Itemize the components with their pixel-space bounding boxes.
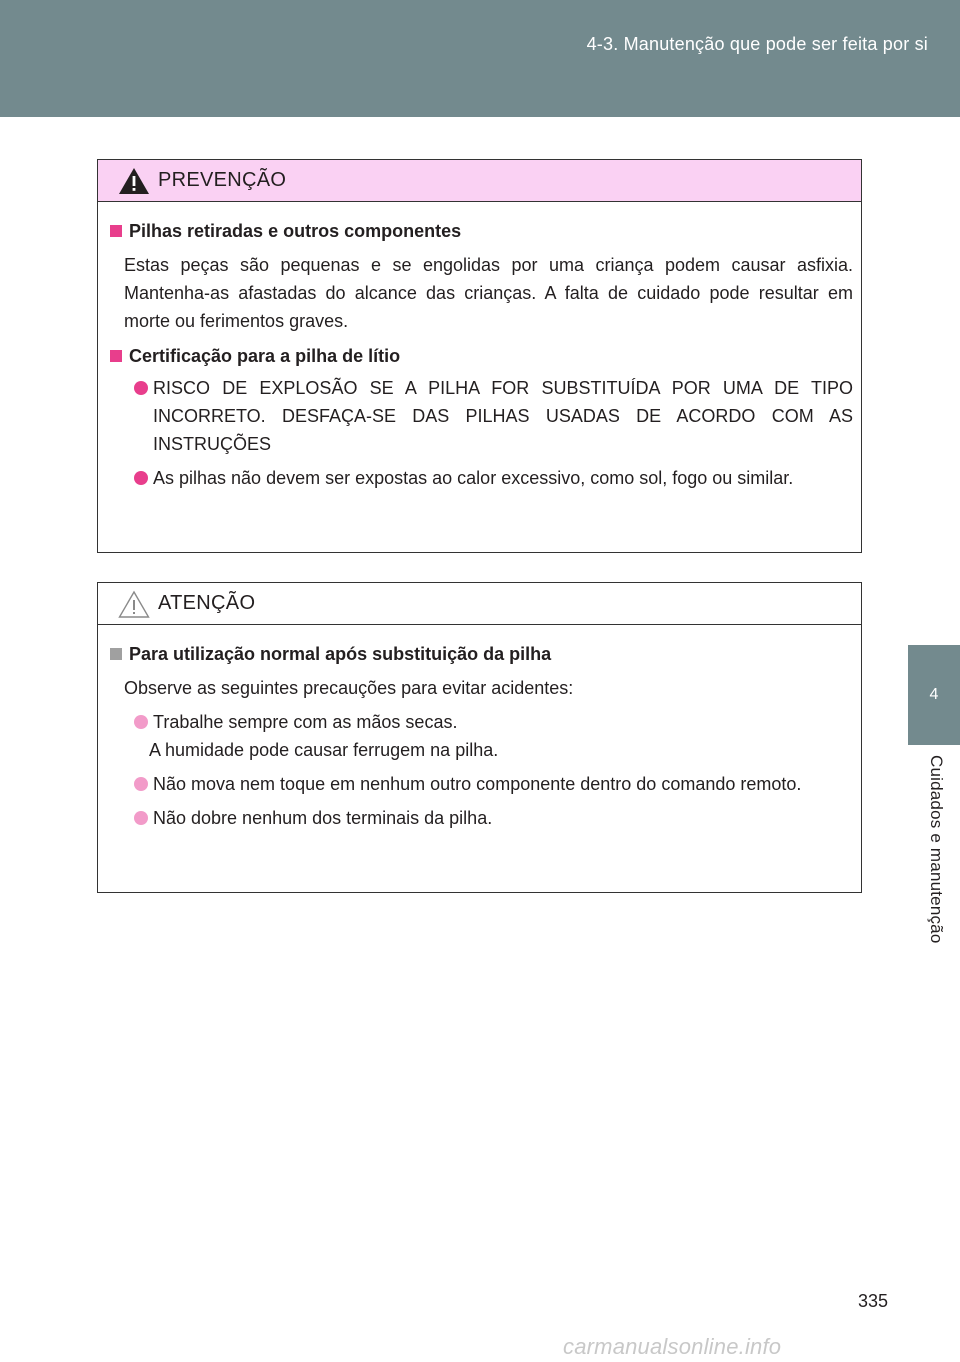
section-heading-text: Certificação para a pilha de lítio — [129, 346, 401, 366]
list-item — [108, 804, 853, 832]
warning-triangle-filled-icon — [118, 167, 150, 195]
section-paragraph: Observe as seguintes precauções para evitar acidentes: — [124, 678, 574, 698]
section-heading — [108, 341, 853, 371]
circle-bullet-icon — [134, 715, 148, 729]
list-item-text: As pilhas não devem ser expostas ao calor excessivo, como sol, fogo ou similar. — [153, 468, 794, 488]
chapter-number: 4 — [929, 686, 939, 703]
section-heading-text: Para utilização normal após substituição da pilha — [129, 644, 552, 664]
circle-bullet-icon — [134, 811, 148, 825]
prevencao-header — [98, 160, 861, 202]
chapter-title: 4-3. Manutenção que pode ser feita por si — [586, 34, 928, 54]
circle-bullet-icon — [134, 471, 148, 485]
chapter-tab — [908, 645, 960, 745]
atencao-title: ATENÇÃO — [158, 592, 256, 614]
list-item — [108, 374, 853, 458]
list-item-text: Não mova nem toque em nenhum outro componente dentro do comando remoto. — [153, 774, 802, 794]
warning-triangle-outline-icon — [118, 590, 150, 618]
square-bullet-icon — [110, 225, 122, 237]
circle-bullet-icon — [134, 777, 148, 791]
square-bullet-icon — [110, 350, 122, 362]
list-item — [108, 770, 853, 798]
section-heading — [108, 639, 853, 669]
atencao-body — [98, 625, 861, 832]
prevencao-body — [98, 202, 861, 492]
square-bullet-icon — [110, 648, 122, 660]
list-item — [108, 708, 853, 764]
list-item-text: Não dobre nenhum dos terminais da pilha. — [153, 808, 493, 828]
prevencao-box — [97, 159, 862, 553]
section-heading — [108, 216, 853, 246]
list-item-text: RISCO DE EXPLOSÃO SE A PILHA FOR SUBSTITUÍDA POR UMA DE TIPO INCORRETO. DESFAÇA-SE DAS PILHAS USADAS DE ACORDO COM AS INSTRUÇÕES — [153, 378, 853, 454]
atencao-header — [98, 583, 861, 625]
list-item-text — [149, 708, 853, 764]
page-number: 335 — [858, 1291, 889, 1311]
list-item-note: A humidade pode causar ferrugem na pilha. — [149, 740, 499, 760]
list-item-main: Trabalhe sempre com as mãos secas. — [153, 712, 458, 732]
prevencao-title: PREVENÇÃO — [158, 169, 287, 191]
section-heading-text: Pilhas retiradas e outros componentes — [129, 221, 462, 241]
section-paragraph: Estas peças são pequenas e se engolidas por uma criança podem causar asfixia. Mantenha-as afastadas do alcance das crianças. A falta de cuidado pode resultar em morte ou ferimentos graves. — [124, 255, 853, 331]
circle-bullet-icon — [134, 381, 148, 395]
page-header — [0, 0, 960, 117]
watermark: carmanualsonline.info — [563, 1334, 782, 1359]
list-item — [108, 464, 853, 492]
atencao-box — [97, 582, 862, 893]
chapter-side-label: Cuidados e manutenção — [927, 755, 946, 944]
